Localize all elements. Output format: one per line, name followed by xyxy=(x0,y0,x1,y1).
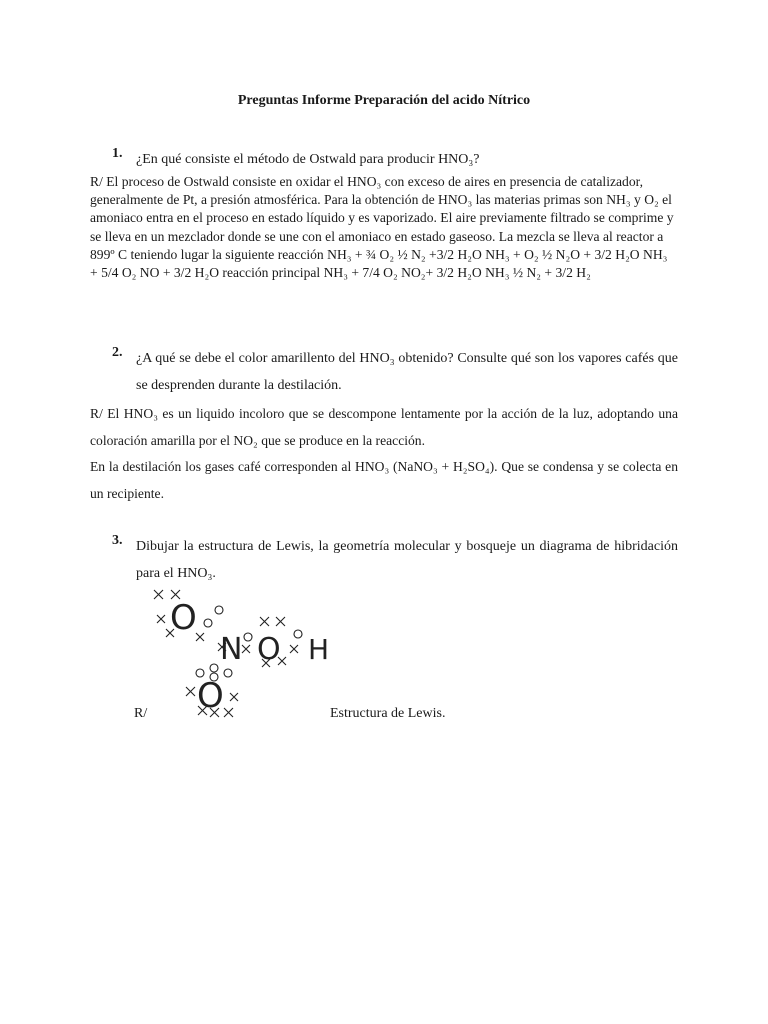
answer-1: R/ El proceso de Ostwald consiste en oxidar el HNO₃ con exceso de aires en presencia de catalizador, generalmente de Pt, a presión atmosférica. Para la obtención de HNO₃ las materias primas son NH₃ y O₂ el amoniaco entra en el proceso en estado líquido y es vaporizado. El aire previamente filtrado se comprime y se lleva en un mezclador donde se une con el amoniaco en estado gaseoso. La mezcla se lleva al reactor a 899º C teniendo lugar la siguiente reacción NH₃ + ¾ O₂ ½ N₂ +3/2 H₂O NH₃ + O₂ ½ N₂O + 3/2 H₂O NH₃ + 5/4 O₂ NO + 3/2 H₂O reacción principal NH₃ + 7/4 O₂ NO₂+ 3/2 H₂O NH₃ ½ N₂ + 3/2 H₂ xyxy=(90,174,674,281)
question-text: ¿En qué consiste el método de Ostwald para producir HNO₃? xyxy=(136,152,480,167)
electron-cross xyxy=(290,645,298,653)
electron-circle xyxy=(294,630,302,638)
answer-3-label: R/ xyxy=(134,706,148,721)
question-number: 3. xyxy=(112,533,123,548)
page-title: Preguntas Informe Preparación del acido Nítrico xyxy=(237,93,531,108)
lewis-atom: N xyxy=(220,632,243,667)
electron-cross xyxy=(260,617,269,626)
electron-cross xyxy=(242,645,250,653)
lewis-structure-diagram xyxy=(150,585,340,725)
answer-2-extra: En la destilación los gases café corresponden al HNO₃ (NaNO₃ + H₂SO₄). Que se condensa y se colecta en un recipiente. xyxy=(90,459,678,501)
electron-circle xyxy=(224,669,232,677)
electron-circle xyxy=(244,633,252,641)
lewis-atom: O xyxy=(257,632,281,667)
question-number: 2. xyxy=(112,345,123,360)
question-number: 1. xyxy=(112,146,123,161)
lewis-atom: O xyxy=(197,676,224,716)
answer-2: R/ El HNO₃ es un liquido incoloro que se descompone lentamente por la acción de la luz, adoptando una coloración amarilla por el NO₂ que se produce en la reacción. xyxy=(90,406,678,448)
electron-cross xyxy=(276,617,285,626)
lewis-atom: O xyxy=(170,598,197,638)
electron-circle xyxy=(210,664,218,672)
electron-cross xyxy=(224,708,233,717)
electron-cross xyxy=(230,693,238,701)
lewis-caption: Estructura de Lewis. xyxy=(330,706,446,721)
electron-circle xyxy=(204,619,212,627)
question-text: ¿A qué se debe el color amarillento del HNO₃ obtenido? Consulte qué son los vapores cafés que se desprenden durante la destilación. xyxy=(136,351,678,393)
question-text: Dibujar la estructura de Lewis, la geometría molecular y bosqueje un diagrama de hibridación para el HNO₃. xyxy=(136,539,678,581)
electron-cross xyxy=(186,687,195,696)
electron-circle xyxy=(215,606,223,614)
lewis-atom: H xyxy=(308,633,330,666)
electron-cross xyxy=(154,590,163,599)
electron-cross xyxy=(157,615,165,623)
electron-cross xyxy=(196,633,204,641)
